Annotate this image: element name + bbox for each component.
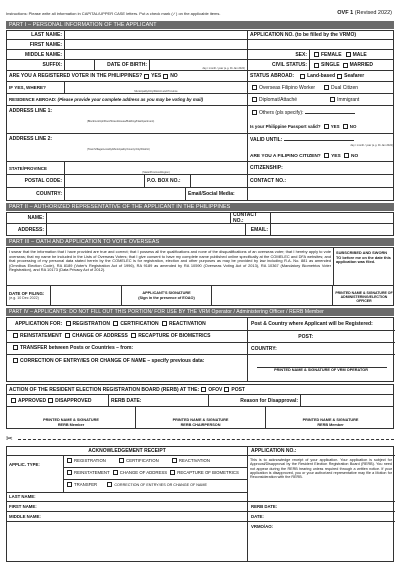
rerb-member1-role: RERB Member [57, 422, 85, 427]
rep-name-label: NAME: [7, 213, 47, 223]
rerb-action-cell [7, 385, 395, 394]
p4-change-address-checkbox[interactable] [65, 333, 70, 338]
valid-until-hint: day / month / year (e.g. 01 Jan 2022) [350, 144, 393, 148]
rerb-signatures-row [6, 407, 394, 429]
rerb-chair-sig[interactable] [136, 407, 266, 428]
status-abroad-label: STATUS ABROAD: [250, 73, 295, 79]
state-field[interactable] [65, 162, 248, 174]
registered-yes-checkbox[interactable] [144, 74, 149, 79]
if-yes-row [6, 82, 394, 94]
r-last-name-label: LAST NAME: [9, 494, 36, 499]
email-social-label: Email/Social Media: [186, 188, 248, 200]
dual-citizen-checkbox[interactable] [324, 85, 329, 90]
approved-label: APPROVED [18, 397, 47, 404]
married-checkbox[interactable] [343, 63, 348, 68]
others-row [250, 110, 355, 116]
rerb-action-row [6, 384, 394, 395]
r-correction-checkbox[interactable] [107, 482, 112, 487]
admin-signature-label: PRINTED NAME & SIGNATURE OF ADMINISTERING/ELECTION OFFICER [335, 291, 393, 304]
rerb-member1-sig[interactable] [7, 407, 136, 428]
subscribed-text: SUBSCRIBED AND SWORN TO before me on the date this application was filed. [336, 250, 391, 264]
transfer-row [11, 345, 133, 351]
married-label: MARRIED [349, 62, 373, 68]
approval-options [7, 395, 109, 406]
oath-row [6, 247, 394, 286]
filipino-label: ARE YOU A FILIPINO CITIZEN? [250, 153, 321, 159]
admin-signature-cell[interactable] [333, 286, 395, 305]
rep-contact-label: CONTACT NO.: [231, 213, 271, 223]
r-transfer-checkbox[interactable] [67, 482, 72, 487]
date-filing-field[interactable] [51, 286, 122, 305]
if-yes-label: IF YES, WHERE? [7, 82, 65, 93]
civil-status-options [310, 60, 395, 70]
revision-date: (Revised 2022) [354, 10, 392, 16]
passport-row [250, 124, 356, 129]
last-name-field[interactable] [65, 31, 248, 39]
part4-box [6, 317, 394, 382]
rep-name-row [6, 212, 394, 224]
date-filing-label: DATE OF FILING: [9, 291, 45, 296]
postal-field[interactable] [65, 175, 145, 187]
part4-header: PART IV – APPLICANTS: DO NOT FILL OUT THIS PORTION/ FOR USE BY THE VRM Operator / Administering Officer / RERB Member [6, 308, 394, 316]
single-label: SINGLE [321, 62, 340, 68]
r-reinstatement-checkbox[interactable] [67, 470, 72, 475]
status-abroad-cell [248, 71, 395, 81]
application-no-label: APPLICATION NO. (to be filled by the VRMO) [250, 32, 357, 38]
registered-no-checkbox[interactable] [163, 74, 168, 79]
date-filing-hint: (e.g. 10 Dec 2022) [9, 296, 39, 300]
receipt-title: ACKNOWLEDGEMENT RECEIPT [88, 448, 166, 454]
rerb-action-label: ACTION OF THE RESIDENT ELECTION REGISTRATION BOARD (RERB) AT THE: [9, 386, 200, 393]
post-option-label: POST [231, 386, 245, 393]
postal-row [6, 175, 394, 188]
address-line1-label: ADDRESS LINE 1: [7, 106, 248, 133]
ofw-cell [248, 82, 395, 93]
p4-country-label: COUNTRY: [251, 346, 277, 352]
p4-reinstatement-label: REINSTATEMENT [20, 333, 62, 339]
instructions-text: Instructions: Please write all information in CAPITAL/UPPER CASE letters. Put a check mark (✓) on the applicable items. [6, 11, 221, 16]
land-based-checkbox[interactable] [300, 74, 305, 79]
rep-address-field[interactable] [47, 224, 246, 235]
immigrant-checkbox[interactable] [330, 97, 335, 102]
p4-recapture-label: RECAPTURE OF BIOMETRICS [138, 333, 211, 339]
state-hint: (State/Province/Region) [142, 171, 170, 174]
female-label: FEMALE [321, 51, 342, 58]
disapproved-label: DISAPPROVED [55, 397, 92, 404]
rep-address-row [6, 224, 394, 236]
p4-recapture-checkbox[interactable] [131, 333, 136, 338]
applicant-signature-text: APPLICANT'S SIGNATURE [142, 291, 191, 296]
contact-label: CONTACT NO.: [250, 178, 287, 184]
residence-abroad-row [6, 94, 394, 106]
signature-row [6, 286, 394, 306]
ofw-checkbox[interactable] [252, 85, 257, 90]
application-no-field[interactable] [248, 40, 395, 49]
receipt-type-row2 [65, 470, 239, 475]
ofw-label: Overseas Filipino Worker [259, 84, 316, 91]
registered-voter-row [6, 71, 394, 82]
filipino-no-checkbox[interactable] [344, 153, 349, 158]
citizenship-label: CITIZENSHIP: [250, 165, 283, 171]
seafarer-label: Seafarer [344, 73, 365, 79]
diplomat-checkbox[interactable] [252, 97, 257, 102]
address-line2-row [6, 134, 394, 162]
rep-email-field[interactable] [271, 224, 395, 235]
email-social-field[interactable] [248, 188, 395, 200]
country-field[interactable] [65, 188, 186, 200]
filipino-row [250, 153, 358, 159]
valid-until-cell [248, 134, 395, 161]
middle-name-label: MIDDLE NAME: [7, 50, 65, 59]
registered-no-label: NO [170, 73, 178, 79]
valid-until-row [250, 137, 354, 143]
country-row [6, 188, 394, 201]
last-name-label: LAST NAME: [7, 31, 65, 39]
address-line1-hint: (Block/Lot/Apt/Floor/Street/House/Building/Flat/Apartment) [87, 120, 155, 123]
address-line1-field[interactable] [52, 108, 246, 118]
p4-post-label: POST: [298, 334, 313, 340]
passport-label: Is your Philippine Passport valid? [250, 123, 321, 129]
civil-status-label: CIVIL STATUS: [248, 60, 310, 70]
first-name-row [6, 40, 394, 50]
reason-field[interactable] [301, 395, 395, 406]
filipino-yes-checkbox[interactable] [324, 153, 329, 158]
p4-transfer-label: TRANSFER between Posts or Countries – from: [20, 345, 134, 351]
p4-change-address-label: CHANGE OF ADDRESS [72, 333, 128, 339]
part3-header: PART III – OATH AND APPLICATION TO VOTE OVERSEAS [6, 238, 394, 246]
address-line2-hint: (Town/Village/Locality/Municipality/County/City/District) [87, 148, 150, 151]
vrm-signature-label: PRINTED NAME & SIGNATURE OF VRM OPERATOR [274, 368, 368, 372]
p4-correction-label: CORRECTION OF ENTRY/IES OR CHANGE OF NAME – specify previous data: [20, 358, 205, 364]
part1-header: PART I – PERSONAL INFORMATION OF THE APPLICANT [6, 21, 394, 29]
application-for-row [15, 321, 206, 327]
p4-reinstatement-checkbox[interactable] [13, 333, 18, 338]
scissors-icon: ✂ [6, 434, 13, 443]
receipt-note: This is to acknowledge receipt of your application. Your application is subject for Approval/Disapproval by the Resident Election Registration Board (RERB). You need not appear during the RERB hearing unless required through a written notice. If your application is disapproved, you or your authorized representative may file a Motion for Reconsideration with the RERB. [250, 458, 392, 480]
passport-yes-checkbox[interactable] [324, 124, 329, 129]
receipt-type-label: APPLIC. TYPE: [9, 462, 40, 467]
rerb-chair-label: PRINTED NAME & SIGNATURE [172, 418, 229, 423]
p4-certification-checkbox[interactable] [113, 321, 118, 326]
others-label: Others (pls specify): [259, 109, 304, 116]
passport-yes-label: YES [330, 123, 340, 129]
rep-address-label: ADDRESS: [7, 224, 47, 235]
r-change-address-label: CHANGE OF ADDRESS [119, 470, 168, 475]
dob-label: DATE OF BIRTH: [95, 60, 150, 70]
p4-certification-label: CERTIFICATION [120, 321, 159, 327]
country-label: COUNTRY: [7, 188, 65, 200]
r-correction-label: CORRECTION OF ENTRY/IES OR CHANGE OF NAME [114, 483, 207, 487]
citizenship-cell [248, 162, 395, 174]
p4-transfer-checkbox[interactable] [13, 345, 18, 350]
approved-checkbox[interactable] [11, 398, 16, 403]
if-yes-hint: Municipality/City/District and Province [134, 90, 178, 93]
rerb-date-label: RERB DATE: [109, 395, 209, 406]
diplomat-cell [248, 94, 395, 105]
rerb-member2-role: RERB Member [317, 422, 344, 427]
application-for-label: APPLICATION FOR: [15, 321, 63, 327]
receipt-box [6, 446, 394, 562]
first-name-label: FIRST NAME: [7, 40, 65, 49]
receipt-type-row1 [65, 458, 210, 463]
dob-hint: day / month / year (e.g. 01 Jan 2022) [202, 67, 245, 70]
r-recapture-checkbox[interactable] [170, 470, 175, 475]
r-certification-checkbox[interactable] [119, 458, 124, 463]
post-country-label: Post & Country where Applicant will be Registered: [251, 321, 373, 327]
single-checkbox[interactable] [314, 63, 319, 68]
registered-yes-label: YES [151, 73, 162, 79]
receipt-type-row3 [65, 482, 207, 487]
rep-contact-field[interactable] [271, 213, 395, 223]
r-date-label: DATE: [251, 514, 264, 519]
receipt-app-no-label: APPLICATION NO.: [251, 448, 297, 454]
form-code: OVF 1 [337, 10, 354, 16]
address-line2-label: ADDRESS LINE 2: [7, 134, 248, 161]
r-registration-checkbox[interactable] [67, 458, 72, 463]
r-vrmo-label: VRMO/AO: [251, 524, 273, 529]
approval-row [6, 395, 394, 407]
r-change-address-checkbox[interactable] [113, 470, 118, 475]
registered-voter-label: ARE YOU A REGISTERED VOTER IN THE PHILIPPINES? [9, 73, 143, 79]
others-checkbox[interactable] [252, 110, 257, 115]
r-first-name-label: FIRST NAME: [9, 504, 37, 509]
state-row [6, 162, 394, 175]
r-transfer-label: TRANSFER [74, 482, 98, 487]
r-middle-name-label: MIDDLE NAME: [9, 514, 41, 519]
p4-reactivation-checkbox[interactable] [162, 321, 167, 326]
if-yes-field[interactable] [65, 82, 248, 93]
ofov-checkbox[interactable] [201, 387, 206, 392]
contact-cell [248, 175, 395, 187]
cut-line [18, 439, 394, 440]
part2-header: PART II – AUTHORIZED REPRESENTATIVE OF THE APPLICANT IN THE PHILIPPINES [6, 203, 394, 211]
male-label: MALE [352, 51, 367, 58]
form-number [337, 10, 392, 16]
land-based-label: Land-based [307, 73, 336, 79]
r-reinstatement-label: REINSTATEMENT [74, 470, 110, 475]
valid-until-label: VALID UNTIL: [250, 136, 283, 143]
passport-no-checkbox[interactable] [343, 124, 348, 129]
r-reactivation-label: REACTIVATION [178, 458, 210, 463]
immigrant-label: Immigrant [337, 96, 360, 103]
rerb-member1-label: PRINTED NAME & SIGNATURE [43, 418, 99, 423]
residence-abroad-label: RESIDENCE ABROAD: [9, 97, 57, 102]
residence-note: (Please provide your complete address as you may be voting by mail) [57, 97, 204, 102]
p4-correction-checkbox[interactable] [13, 358, 18, 363]
disapproved-checkbox[interactable] [48, 398, 53, 403]
reason-label: Reason for Disapproval: [209, 395, 301, 406]
p4-registration-checkbox[interactable] [66, 321, 71, 326]
female-checkbox[interactable] [314, 52, 319, 57]
applicant-signature-label [122, 286, 212, 305]
address-line1-row [6, 106, 394, 134]
last-name-row [6, 30, 394, 40]
filipino-yes-label: YES [331, 153, 341, 159]
rerb-member2-label: PRINTED NAME & SIGNATURE [302, 418, 359, 423]
filipino-no-label: NO [351, 153, 359, 159]
diplomat-label: Diplomat/Attaché [259, 96, 298, 103]
pobox-field[interactable] [191, 175, 248, 187]
suffix-row [6, 60, 394, 71]
p4-reactivation-label: REACTIVATION [168, 321, 206, 327]
state-label: STATE/PROVINCE [7, 162, 65, 174]
post-checkbox[interactable] [224, 387, 229, 392]
first-name-field[interactable] [65, 40, 248, 49]
rerb-chair-role: RERB CHAIRPERSON [180, 422, 221, 427]
male-checkbox[interactable] [346, 52, 351, 57]
sex-options [310, 50, 395, 59]
r-certification-label: CERTIFICATION [126, 458, 159, 463]
registered-voter-question [7, 71, 248, 81]
others-field[interactable] [305, 113, 355, 114]
reinstatement-row [11, 333, 210, 339]
correction-row [11, 358, 204, 364]
middle-name-field[interactable] [65, 50, 248, 59]
dob-field[interactable] [150, 60, 248, 70]
r-reactivation-checkbox[interactable] [172, 458, 177, 463]
rep-name-field[interactable] [47, 213, 231, 223]
r-rerb-date-label: RERB DATE: [251, 504, 278, 509]
suffix-label: SUFFIX: [7, 60, 65, 70]
valid-until-field[interactable] [284, 140, 354, 141]
pobox-label: P.O. BOX NO.: [145, 175, 191, 187]
suffix-field[interactable] [65, 60, 95, 70]
p4-registration-label: REGISTRATION [72, 321, 110, 327]
dual-citizen-label: Dual Citizen [331, 84, 359, 91]
oath-text: I swear that the information that I have provided are true and correct; that I possess all the qualifications and none of the disqualifications of an overseas voter; that I hereby apply to vote overseas; that my name be included in the Lists of Overseas Voters; that I give consent to have my complete name published online specifically at the COMELEC and DFA websites; and that processing of my personal data stated herein by the COMELEC is for registration, election and other purposes as may be provided by law including R.A. No. 881 as amended (Omnibus Election Code), RA 8189 (Voter's Registration Act of 1996), RA 9189 as amended by RA 10590 (Overseas Voting Act of 2013), RA 10367 (Mandatory Biometrics Voter Registration), and RA 10173 (Data Privacy Act of 2012). [9, 249, 331, 272]
address-line2-field[interactable] [52, 136, 246, 146]
ofov-label: OFOV [208, 386, 223, 393]
middle-name-row [6, 50, 394, 60]
postal-label: POSTAL CODE: [7, 175, 65, 187]
rep-email-label: EMAIL: [246, 224, 271, 235]
sign-note: (Sign in the presence of EOAO) [138, 295, 195, 300]
r-recapture-label: RECAPTURE OF BIOMETRICS [177, 470, 239, 475]
others-passport-cell [248, 106, 395, 133]
r-registration-label: REGISTRATION [74, 458, 106, 463]
rerb-member2-sig[interactable] [266, 407, 395, 428]
sex-label: SEX: [248, 50, 310, 59]
applicant-signature-field[interactable] [212, 286, 333, 305]
date-filing-cell [7, 286, 51, 305]
seafarer-checkbox[interactable] [337, 74, 342, 79]
passport-no-label: NO [349, 123, 357, 129]
residence-abroad-cell [7, 94, 248, 105]
